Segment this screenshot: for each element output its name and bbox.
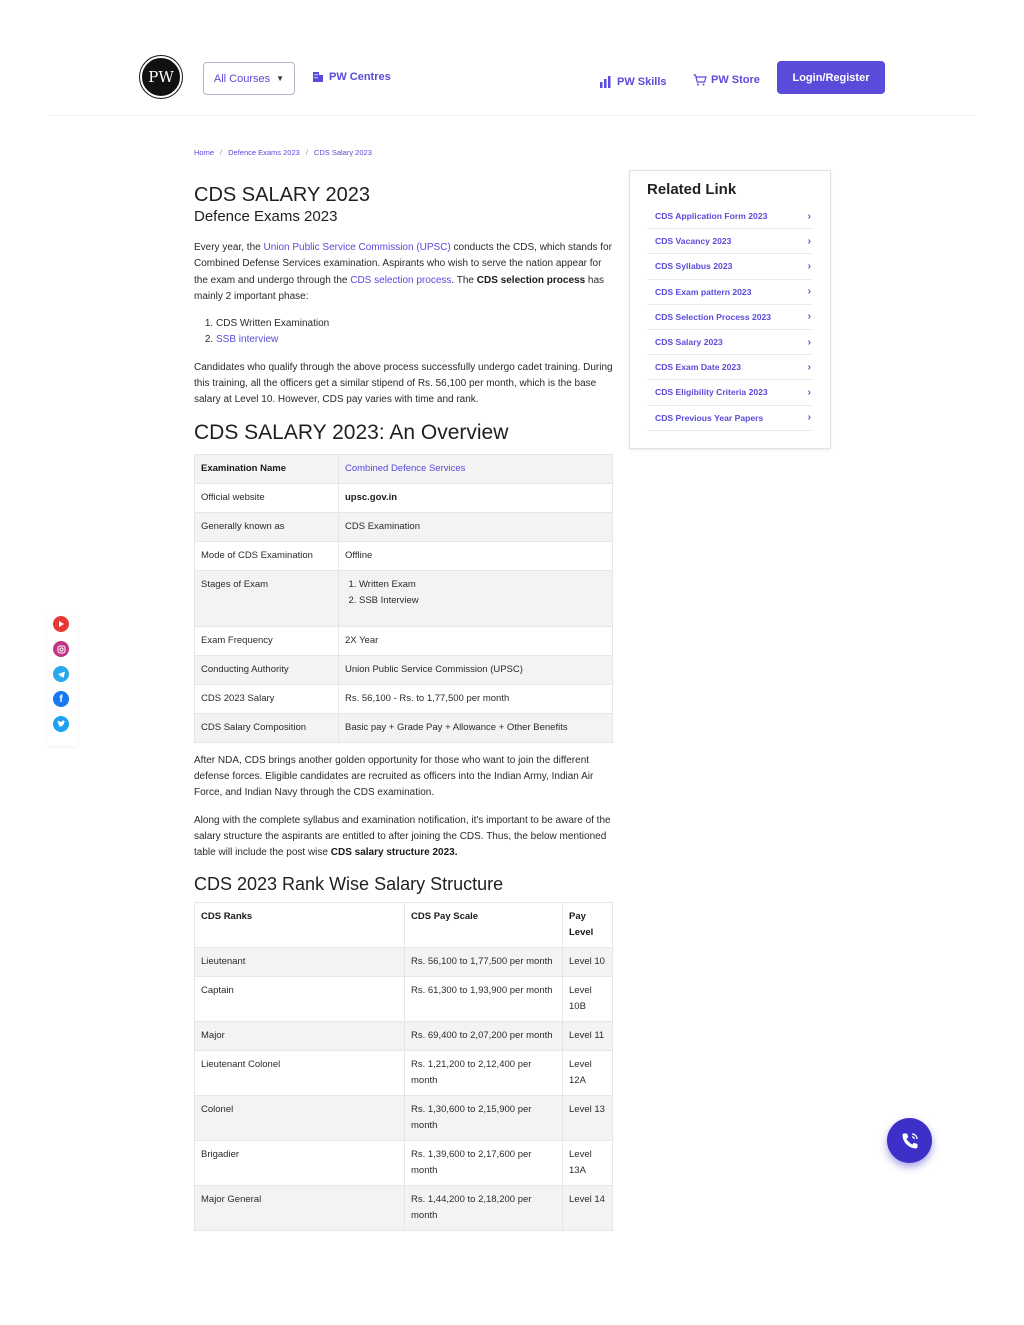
table-cell bbox=[339, 570, 613, 626]
table-cell: Mode of CDS Examination bbox=[195, 541, 339, 570]
pw-centres-link[interactable] bbox=[312, 71, 391, 83]
stipend-paragraph: Candidates who qualify through the above process successfully undergo cadet training. During this training, all the officers get a similar stipend of Rs. 56,100 per month, which is the base salary at Level 10. However, CDS pay varies with time and rank. bbox=[194, 361, 613, 406]
intro-text: conducts the CDS, which stands for Combined Defense Services examination. Aspirants who wish to serve the nation appear for the exam and undergo through the bbox=[194, 242, 612, 286]
pw-skills-label: PW Skills bbox=[617, 76, 667, 88]
table-row bbox=[195, 570, 613, 626]
related-link-label: CDS Eligibility Criteria 2023 bbox=[655, 387, 768, 398]
table-row bbox=[195, 1051, 613, 1096]
table-row bbox=[195, 483, 613, 512]
table-cell: 2X Year bbox=[339, 626, 613, 655]
pw-logo[interactable]: PW bbox=[140, 56, 182, 98]
pw-store-link[interactable] bbox=[693, 74, 760, 86]
pay-level-cell: Level 14 bbox=[563, 1186, 613, 1231]
table-row bbox=[195, 1186, 613, 1231]
chevron-right-icon: › bbox=[807, 361, 811, 373]
table-cell: Exam Frequency bbox=[195, 626, 339, 655]
table-cell: Official website bbox=[195, 483, 339, 512]
related-links-title: Related Link bbox=[647, 181, 737, 198]
intro-text: has mainly 2 important phase: bbox=[194, 274, 605, 302]
pay-scale-cell: Rs. 1,44,200 to 2,18,200 per month bbox=[405, 1186, 563, 1231]
bar-chart-icon bbox=[600, 76, 613, 88]
rank-cell: Major General bbox=[195, 1186, 405, 1231]
related-links-panel bbox=[629, 170, 831, 449]
pay-level-cell: Level 12A bbox=[563, 1051, 613, 1096]
table-row bbox=[195, 977, 613, 1022]
intro-text: . The bbox=[451, 274, 477, 286]
salary-structure-paragraph bbox=[194, 813, 614, 862]
rank-cell: Brigadier bbox=[195, 1141, 405, 1186]
related-link-label: CDS Selection Process 2023 bbox=[655, 311, 772, 322]
list-item: 1. CDS Written Examination bbox=[216, 316, 614, 332]
nda-paragraph: After NDA, CDS brings another golden opportunity for those who want to join the different defense forces. Eligible candidates are recruited as officers into the Indian Army, Indian Air Force, and Indian Navy through the CDS examination. bbox=[194, 754, 594, 799]
pay-level-cell: Level 13A bbox=[563, 1141, 613, 1186]
table-cell bbox=[339, 454, 613, 483]
related-link-syllabus[interactable] bbox=[647, 254, 813, 279]
table-row bbox=[195, 713, 613, 742]
breadcrumb-home[interactable]: Home bbox=[194, 148, 215, 157]
all-courses-label: All Courses bbox=[213, 72, 271, 85]
chevron-right-icon: › bbox=[807, 336, 811, 348]
caret-down-icon: ▼ bbox=[276, 74, 285, 83]
paragraph-bold: CDS salary structure 2023. bbox=[330, 847, 458, 859]
selection-steps-list bbox=[216, 316, 614, 349]
login-register-button[interactable]: Login/Register bbox=[777, 61, 885, 94]
pay-scale-cell: Rs. 1,30,600 to 2,15,900 per month bbox=[405, 1096, 563, 1141]
website-value: upsc.gov.in bbox=[345, 491, 398, 503]
chevron-right-icon: › bbox=[807, 286, 811, 298]
related-link-vacancy[interactable] bbox=[647, 229, 813, 254]
pw-centres-label: PW Centres bbox=[329, 71, 391, 83]
exam-name-label: Examination Name bbox=[201, 462, 286, 474]
pay-level-cell: Level 11 bbox=[563, 1022, 613, 1051]
table-cell: Union Public Service Commission (UPSC) bbox=[339, 655, 613, 684]
upsc-link[interactable]: Union Public Service Commission (UPSC) bbox=[263, 242, 451, 253]
instagram-icon[interactable] bbox=[53, 641, 69, 657]
related-link-exam-pattern[interactable] bbox=[647, 280, 813, 305]
building-icon bbox=[312, 71, 324, 83]
chevron-right-icon: › bbox=[807, 210, 811, 222]
pay-scale-cell: Rs. 1,39,600 to 2,17,600 per month bbox=[405, 1141, 563, 1186]
pay-scale-cell: Rs. 61,300 to 1,93,900 per month bbox=[405, 977, 563, 1022]
exam-name-link[interactable]: Combined Defence Services bbox=[345, 462, 466, 474]
pay-level-cell: Level 13 bbox=[563, 1096, 613, 1141]
related-link-label: CDS Previous Year Papers bbox=[655, 412, 764, 423]
related-link-label: CDS Exam Date 2023 bbox=[655, 362, 741, 373]
pw-skills-link[interactable] bbox=[600, 76, 667, 88]
related-link-salary[interactable] bbox=[647, 330, 813, 355]
intro-bold: CDS selection process bbox=[476, 274, 586, 286]
related-link-application-form[interactable] bbox=[647, 204, 813, 229]
table-cell bbox=[195, 454, 339, 483]
rank-salary-heading: CDS 2023 Rank Wise Salary Structure bbox=[194, 874, 504, 895]
call-button[interactable] bbox=[887, 1118, 932, 1163]
twitter-icon[interactable] bbox=[53, 716, 69, 732]
table-cell: CDS 2023 Salary bbox=[195, 684, 339, 713]
breadcrumb-defence-exams[interactable]: Defence Exams 2023 bbox=[228, 148, 300, 157]
stages-list bbox=[359, 577, 606, 609]
breadcrumb-current[interactable]: CDS Salary 2023 bbox=[313, 148, 372, 157]
list-item bbox=[216, 332, 614, 348]
table-row bbox=[195, 1022, 613, 1051]
pay-scale-cell: Rs. 56,100 to 1,77,500 per month bbox=[405, 948, 563, 977]
table-cell: Basic pay + Grade Pay + Allowance + Other Benefits bbox=[339, 713, 613, 742]
breadcrumb-separator: / bbox=[305, 148, 308, 157]
rank-cell: Major bbox=[195, 1022, 405, 1051]
page-title: CDS SALARY 2023 bbox=[194, 184, 371, 206]
chevron-right-icon: › bbox=[807, 386, 811, 398]
table-row bbox=[195, 655, 613, 684]
intro-paragraph bbox=[194, 240, 614, 305]
pay-scale-cell: Rs. 69,400 to 2,07,200 per month bbox=[405, 1022, 563, 1051]
rank-cell: Colonel bbox=[195, 1096, 405, 1141]
list-item: 2. SSB Interview bbox=[359, 593, 606, 609]
table-row bbox=[195, 684, 613, 713]
rank-cell: Lieutenant bbox=[195, 948, 405, 977]
related-link-label: CDS Syllabus 2023 bbox=[655, 261, 733, 272]
table-header-row bbox=[195, 903, 613, 948]
chevron-right-icon: › bbox=[807, 412, 811, 424]
list-item: 1. Written Exam bbox=[359, 577, 606, 593]
table-row bbox=[195, 454, 613, 483]
all-courses-dropdown[interactable] bbox=[203, 62, 295, 95]
table-cell: CDS Salary Composition bbox=[195, 713, 339, 742]
table-row bbox=[195, 512, 613, 541]
rank-cell: Lieutenant Colonel bbox=[195, 1051, 405, 1096]
youtube-icon[interactable] bbox=[53, 616, 69, 632]
pay-scale-cell: Rs. 1,21,200 to 2,12,400 per month bbox=[405, 1051, 563, 1096]
rank-cell: Captain bbox=[195, 977, 405, 1022]
related-link-label: CDS Exam pattern 2023 bbox=[655, 286, 752, 297]
pw-store-label: PW Store bbox=[711, 74, 760, 86]
chevron-right-icon: › bbox=[807, 235, 811, 247]
related-link-exam-date[interactable] bbox=[647, 355, 813, 380]
page-subtitle: Defence Exams 2023 bbox=[194, 208, 338, 225]
table-cell: Conducting Authority bbox=[195, 655, 339, 684]
table-row bbox=[195, 541, 613, 570]
overview-heading: CDS SALARY 2023: An Overview bbox=[194, 420, 509, 444]
table-cell: Generally known as bbox=[195, 512, 339, 541]
related-link-label: CDS Vacancy 2023 bbox=[655, 236, 732, 247]
table-header: Pay Level bbox=[563, 903, 613, 948]
chevron-right-icon: › bbox=[807, 260, 811, 272]
breadcrumb bbox=[194, 148, 372, 157]
table-cell: CDS Examination bbox=[339, 512, 613, 541]
table-cell: Stages of Exam bbox=[195, 570, 339, 626]
overview-table bbox=[194, 454, 613, 743]
ssb-interview-link[interactable]: SSB interview bbox=[216, 334, 279, 346]
table-cell: Offline bbox=[339, 541, 613, 570]
phone-icon bbox=[900, 1131, 920, 1151]
rank-salary-table bbox=[194, 902, 613, 1231]
table-row bbox=[195, 1141, 613, 1186]
related-link-label: CDS Salary 2023 bbox=[655, 337, 723, 348]
selection-process-link[interactable]: CDS selection process bbox=[350, 274, 452, 286]
related-link-selection-process[interactable] bbox=[647, 305, 813, 330]
social-links-bar bbox=[47, 611, 77, 746]
table-header: CDS Ranks bbox=[195, 903, 405, 948]
related-link-previous-papers[interactable] bbox=[647, 406, 813, 431]
pay-level-cell: Level 10B bbox=[563, 977, 613, 1022]
intro-text: Every year, the bbox=[194, 242, 264, 253]
breadcrumb-separator: / bbox=[220, 148, 223, 157]
related-link-label: CDS Application Form 2023 bbox=[655, 211, 768, 222]
facebook-icon[interactable]: f bbox=[53, 691, 69, 707]
table-cell bbox=[339, 483, 613, 512]
cart-icon bbox=[693, 74, 707, 86]
table-row bbox=[195, 626, 613, 655]
article bbox=[194, 183, 614, 1231]
paragraph-text: Along with the complete syllabus and examination notification, it's important to be aware of the salary structure the aspirants are entitled to after joining the CDS. Thus, the below mentioned table will include the post wise bbox=[194, 814, 611, 859]
table-row bbox=[195, 948, 613, 977]
chevron-right-icon: › bbox=[807, 311, 811, 323]
telegram-icon[interactable] bbox=[53, 666, 69, 682]
table-header: CDS Pay Scale bbox=[405, 903, 563, 948]
table-cell: Rs. 56,100 - Rs. to 1,77,500 per month bbox=[339, 684, 613, 713]
pay-level-cell: Level 10 bbox=[563, 948, 613, 977]
site-header bbox=[48, 40, 976, 116]
table-row bbox=[195, 1096, 613, 1141]
related-link-eligibility[interactable] bbox=[647, 380, 813, 405]
